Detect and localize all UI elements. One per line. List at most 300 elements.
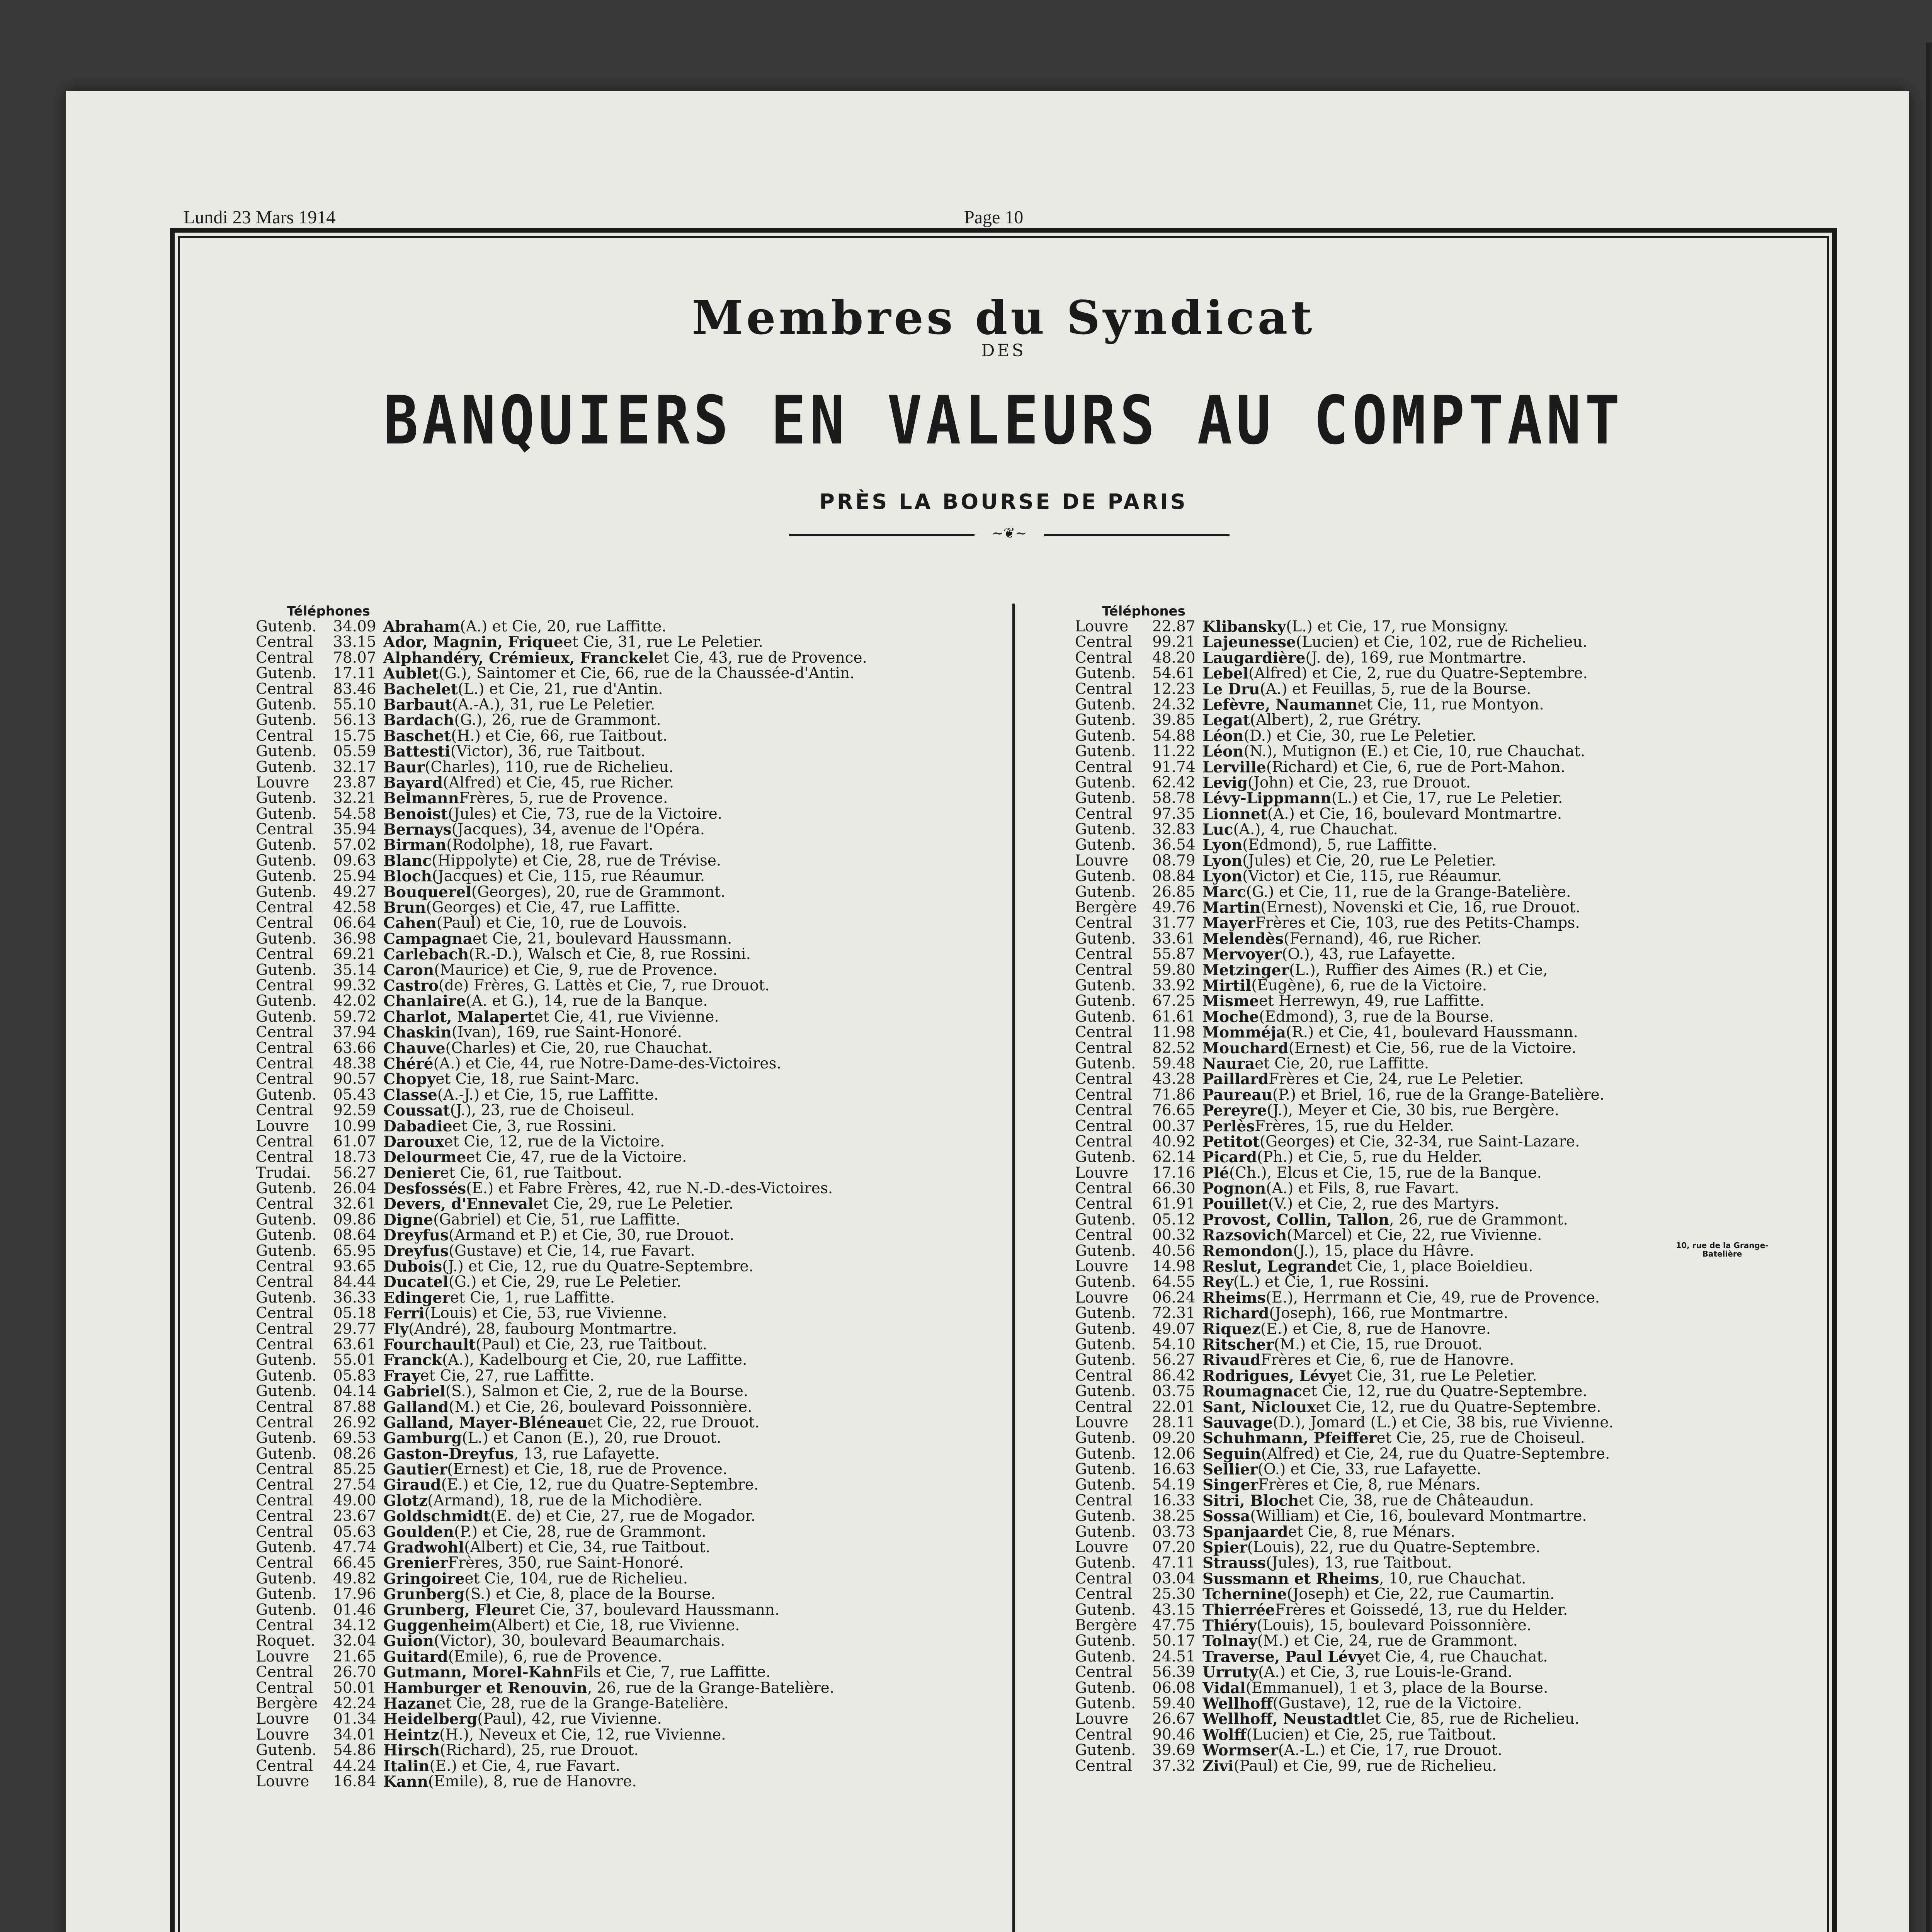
member-row xyxy=(256,1134,1021,1150)
telephone-exchange: Central xyxy=(1075,946,1133,963)
telephone-number: 12.06 xyxy=(1152,1445,1196,1463)
member-address: et Cie, 8, rue Ménars. xyxy=(1288,1523,1456,1541)
telephone-number: 49.00 xyxy=(333,1492,376,1509)
member-name: Fourchault xyxy=(383,1335,476,1354)
member-name: Sossa xyxy=(1202,1507,1250,1526)
member-address: (Richard), 25, rue Drouot. xyxy=(440,1742,639,1759)
member-row xyxy=(1075,1524,1840,1540)
member-address: (Edmond), 5, rue Laffitte. xyxy=(1242,836,1437,854)
page-header xyxy=(116,116,1835,228)
member-address: (D.), Jomard (L.) et Cie, 38 bis, rue Vivienne. xyxy=(1272,1413,1614,1431)
telephone-number: 17.96 xyxy=(333,1585,376,1603)
member-row xyxy=(1075,1165,1840,1181)
telephone-header: Téléphones xyxy=(287,604,370,619)
member-row xyxy=(256,822,1021,837)
member-address: et Herrewyn, 49, rue Laffitte. xyxy=(1259,992,1485,1010)
telephone-exchange: Bergère xyxy=(1075,1617,1137,1634)
telephone-number: 08.64 xyxy=(333,1226,376,1244)
telephone-number: 06.24 xyxy=(1152,1289,1196,1306)
telephone-exchange: Louvre xyxy=(256,1772,310,1790)
member-row xyxy=(1075,619,1840,634)
title-bourse: PRÈS LA BOURSE DE PARIS xyxy=(819,490,1188,514)
telephone-number: 43.15 xyxy=(1152,1601,1196,1619)
member-address: (R.-D.), Walsch et Cie, 8, rue Rossini. xyxy=(469,946,751,963)
telephone-exchange: Gutenb. xyxy=(1075,1742,1136,1759)
telephone-exchange: Gutenb. xyxy=(256,711,317,729)
telephone-exchange: Gutenb. xyxy=(256,867,317,885)
member-address: (Paul) et Cie, 99, rue de Richelieu. xyxy=(1233,1757,1497,1775)
member-address: (E.) et Cie, 12, rue du Quatre-Septembre. xyxy=(441,1476,759,1494)
member-name: Lerville xyxy=(1202,758,1266,776)
member-address: (L.), Ruffier des Aimes (R.) et Cie, xyxy=(1289,961,1548,979)
member-row xyxy=(1075,1306,1840,1321)
telephone-exchange: Central xyxy=(1075,1492,1133,1509)
member-address: (G.), 26, rue de Grammont. xyxy=(454,711,661,729)
page-edge xyxy=(1926,43,1932,1932)
telephone-number: 62.42 xyxy=(1152,774,1196,791)
member-address: et Cie, 20, rue Laffitte. xyxy=(1255,1054,1429,1072)
telephone-number: 59.40 xyxy=(1152,1694,1196,1712)
telephone-exchange: Gutenb. xyxy=(1075,1429,1136,1447)
member-address: (Edmond), 3, rue de la Bourse. xyxy=(1259,1008,1494,1026)
member-row xyxy=(256,1384,1021,1399)
member-address: (Jacques), 34, avenue de l'Opéra. xyxy=(451,821,705,838)
member-row xyxy=(256,1493,1021,1509)
member-name: Zivi xyxy=(1202,1757,1234,1775)
member-row xyxy=(1075,682,1840,697)
member-name: Grunberg xyxy=(383,1585,465,1604)
member-address: (Victor), 36, rue Taitbout. xyxy=(450,743,646,760)
telephone-exchange: Central xyxy=(256,1757,313,1775)
telephone-exchange: Trudai. xyxy=(256,1164,311,1182)
member-address: (Armand), 18, rue de la Michodière. xyxy=(427,1492,703,1509)
member-name: Edinger xyxy=(383,1289,450,1307)
member-name: Rey xyxy=(1202,1273,1233,1291)
member-address: , 26, rue de Grammont. xyxy=(1389,1211,1568,1228)
telephone-number: 25.94 xyxy=(333,867,376,885)
member-row xyxy=(1075,1602,1840,1618)
member-address: (Lucien) et Cie, 102, rue de Richelieu. xyxy=(1296,633,1587,651)
member-address: (Louis) et Cie, 53, rue Vivienne. xyxy=(424,1304,667,1322)
telephone-exchange: Gutenb. xyxy=(256,1367,317,1384)
telephone-exchange: Gutenb. xyxy=(1075,1679,1136,1697)
member-row xyxy=(256,1243,1021,1259)
telephone-number: 24.51 xyxy=(1152,1648,1196,1665)
telephone-exchange: Louvre xyxy=(256,1726,310,1743)
members-list-right xyxy=(1075,604,1840,1774)
member-row xyxy=(1075,791,1840,806)
telephone-number: 48.20 xyxy=(1152,649,1196,667)
telephone-exchange: Bergère xyxy=(1075,899,1137,917)
member-name: Baschet xyxy=(383,727,451,745)
telephone-number: 87.88 xyxy=(333,1398,376,1416)
telephone-exchange: Central xyxy=(1075,1726,1133,1743)
member-row xyxy=(256,1119,1021,1134)
telephone-exchange: Gutenb. xyxy=(1075,665,1136,682)
member-name: Galland xyxy=(383,1398,449,1416)
member-row xyxy=(1075,1321,1840,1337)
telephone-number: 37.94 xyxy=(333,1024,376,1041)
member-row xyxy=(1075,900,1840,915)
telephone-number: 06.64 xyxy=(333,914,376,932)
telephone-exchange: Central xyxy=(256,1663,313,1681)
member-address: (E. de) et Cie, 27, rue de Mogador. xyxy=(490,1507,756,1525)
member-address: (Eugène), 6, rue de la Victoire. xyxy=(1251,976,1487,994)
member-address: (R.) et Cie, 41, boulevard Haussmann. xyxy=(1286,1024,1578,1041)
telephone-number: 34.12 xyxy=(333,1617,376,1634)
member-name: Grunberg, Fleur xyxy=(383,1601,520,1619)
telephone-number: 66.30 xyxy=(1152,1180,1196,1197)
telephone-number: 03.04 xyxy=(1152,1570,1196,1587)
telephone-number: 05.12 xyxy=(1152,1211,1196,1228)
member-name: Chaskin xyxy=(383,1024,452,1042)
telephone-exchange: Gutenb. xyxy=(256,743,317,760)
telephone-exchange: Gutenb. xyxy=(256,1226,317,1244)
member-address: (P.) et Briel, 16, rue de la Grange-Batelière. xyxy=(1272,1086,1605,1104)
telephone-exchange: Central xyxy=(256,1335,313,1353)
member-row xyxy=(1075,1571,1840,1587)
member-row xyxy=(1075,1711,1840,1727)
telephone-number: 56.27 xyxy=(333,1164,376,1182)
telephone-number: 57.02 xyxy=(333,836,376,854)
telephone-exchange: Gutenb. xyxy=(256,1180,317,1197)
member-row xyxy=(256,1103,1021,1118)
member-name: Plé xyxy=(1202,1164,1229,1182)
member-address: (Jacques) et Cie, 115, rue Réaumur. xyxy=(432,867,705,885)
telephone-exchange: Gutenb. xyxy=(256,1008,317,1026)
telephone-number: 21.65 xyxy=(333,1648,376,1665)
member-name: Caron xyxy=(383,961,434,979)
telephone-number: 03.73 xyxy=(1152,1523,1196,1541)
telephone-number: 42.02 xyxy=(333,992,376,1010)
member-name: Bachelet xyxy=(383,680,458,698)
member-row xyxy=(1075,1649,1840,1665)
telephone-number: 22.01 xyxy=(1152,1398,1196,1416)
member-row xyxy=(256,1509,1021,1524)
member-row xyxy=(1075,1087,1840,1103)
telephone-exchange: Central xyxy=(256,1039,313,1057)
member-name: Charlot, Malapert xyxy=(383,1008,534,1026)
telephone-number: 15.75 xyxy=(333,727,376,745)
telephone-exchange: Gutenb. xyxy=(256,1601,317,1619)
member-name: Reslut, Legrand xyxy=(1202,1258,1337,1276)
member-row xyxy=(256,760,1021,775)
telephone-exchange: Gutenb. xyxy=(1075,1507,1136,1525)
member-row xyxy=(256,806,1021,822)
telephone-exchange: Louvre xyxy=(256,1648,310,1665)
telephone-exchange: Gutenb. xyxy=(1075,727,1136,745)
member-address: (Georges) et Cie, 32-34, rue Saint-Lazare. xyxy=(1259,1133,1580,1150)
member-name: Sauvage xyxy=(1202,1413,1273,1432)
telephone-exchange: Central xyxy=(1075,680,1133,698)
telephone-exchange: Central xyxy=(256,1148,313,1166)
member-row xyxy=(256,634,1021,650)
member-address: (G.), Saintomer et Cie, 66, rue de la Chaussée-d'Antin. xyxy=(439,665,855,682)
member-address: (A.) et Cie, 20, rue Laffitte. xyxy=(460,618,667,635)
member-name: Seguin xyxy=(1202,1445,1261,1463)
member-row xyxy=(1075,697,1840,713)
member-name: Giraud xyxy=(383,1476,441,1494)
member-name: Gutmann, Morel-Kahn xyxy=(383,1663,573,1682)
member-name: Fly xyxy=(383,1320,409,1338)
telephone-exchange: Central xyxy=(256,914,313,932)
telephone-number: 11.98 xyxy=(1152,1024,1196,1041)
member-name: Momméja xyxy=(1202,1024,1286,1042)
telephone-number: 47.75 xyxy=(1152,1617,1196,1634)
member-row xyxy=(256,1540,1021,1555)
member-address: (Emile), 6, rue de Provence. xyxy=(448,1648,662,1665)
member-name: Desfossés xyxy=(383,1180,466,1198)
member-address: et Cie, 104, rue de Richelieu. xyxy=(464,1570,688,1587)
telephone-number: 16.63 xyxy=(1152,1461,1196,1478)
telephone-number: 54.10 xyxy=(1152,1335,1196,1353)
member-name: Mervoyer xyxy=(1202,946,1282,964)
telephone-exchange: Gutenb. xyxy=(256,1742,317,1759)
telephone-exchange: Central xyxy=(256,1133,313,1150)
telephone-exchange: Gutenb. xyxy=(1075,1632,1136,1650)
member-address: et Cie, 18, rue Saint-Marc. xyxy=(435,1070,639,1088)
member-name: Lyon xyxy=(1202,852,1243,870)
member-name: Wellhoff xyxy=(1202,1694,1273,1713)
telephone-exchange: Central xyxy=(256,1102,313,1119)
telephone-number: 62.14 xyxy=(1152,1148,1196,1166)
member-row xyxy=(256,915,1021,931)
member-row xyxy=(1075,1462,1840,1477)
member-address: (Gustave), 12, rue de la Victoire. xyxy=(1272,1694,1522,1712)
telephone-number: 64.55 xyxy=(1152,1273,1196,1291)
member-name: Rheims xyxy=(1202,1289,1266,1307)
member-address: , 10, rue Chauchat. xyxy=(1379,1570,1526,1587)
member-row xyxy=(256,993,1021,1009)
telephone-number: 97.35 xyxy=(1152,805,1196,823)
telephone-number: 36.98 xyxy=(333,930,376,947)
member-row xyxy=(1075,1352,1840,1368)
title-membres: Membres du Syndicat xyxy=(692,291,1315,345)
telephone-exchange: Louvre xyxy=(1075,1710,1129,1728)
member-name: Hazan xyxy=(383,1694,437,1713)
member-name: Melendès xyxy=(1202,930,1284,948)
member-row xyxy=(1075,1337,1840,1352)
member-row xyxy=(256,931,1021,947)
telephone-number: 23.87 xyxy=(333,774,376,791)
member-row xyxy=(1075,1150,1840,1165)
telephone-exchange: Central xyxy=(1075,1757,1133,1775)
member-row xyxy=(1075,947,1840,962)
telephone-exchange: Gutenb. xyxy=(1075,1351,1136,1369)
telephone-number: 58.78 xyxy=(1152,789,1196,807)
member-name: Wellhoff, Neustadtl xyxy=(1202,1710,1366,1728)
member-address: et Cie, 22, rue Drouot. xyxy=(587,1413,760,1431)
member-row xyxy=(256,1337,1021,1352)
member-address: (J. de), 169, rue Montmartre. xyxy=(1305,649,1527,667)
telephone-exchange: Central xyxy=(256,1304,313,1322)
member-name: Traverse, Paul Lévy xyxy=(1202,1648,1366,1666)
member-row xyxy=(256,1259,1021,1274)
member-name: Sitri, Bloch xyxy=(1202,1492,1299,1510)
member-name: Classe xyxy=(383,1086,437,1104)
member-name: Petitot xyxy=(1202,1133,1260,1151)
member-address: (André), 28, faubourg Montmartre. xyxy=(408,1320,677,1338)
member-row xyxy=(256,1087,1021,1103)
telephone-exchange: Gutenb. xyxy=(256,618,317,635)
member-name: Remondon xyxy=(1202,1242,1293,1260)
member-address: (A.) et Feuillas, 5, rue de la Bourse. xyxy=(1260,680,1531,698)
member-row xyxy=(1075,1196,1840,1212)
telephone-exchange: Louvre xyxy=(1075,1289,1129,1306)
member-row xyxy=(1075,1696,1840,1711)
telephone-number: 26.92 xyxy=(333,1413,376,1431)
member-row xyxy=(256,947,1021,962)
telephone-number: 54.58 xyxy=(333,805,376,823)
member-name: Laugardière xyxy=(1202,649,1306,667)
member-row xyxy=(1075,993,1840,1009)
telephone-number: 04.14 xyxy=(333,1383,376,1400)
member-row xyxy=(256,728,1021,744)
member-row xyxy=(256,1665,1021,1680)
telephone-exchange: Gutenb. xyxy=(256,992,317,1010)
member-address: (Alfred) et Cie, 2, rue du Quatre-Septembre. xyxy=(1248,665,1588,682)
telephone-number: 28.11 xyxy=(1152,1413,1196,1431)
telephone-number: 09.63 xyxy=(333,852,376,869)
telephone-number: 33.92 xyxy=(1152,976,1196,994)
telephone-exchange: Central xyxy=(256,946,313,963)
member-row xyxy=(1075,1259,1840,1274)
member-address: (A. et G.), 14, rue de la Banque. xyxy=(466,992,708,1010)
telephone-number: 32.83 xyxy=(1152,821,1196,838)
member-name: Naura xyxy=(1202,1054,1255,1073)
member-name: Gamburg xyxy=(383,1429,462,1447)
member-row xyxy=(256,1196,1021,1212)
member-address: (Paul) et Cie, 10, rue de Louvois. xyxy=(436,914,687,932)
telephone-number: 10.99 xyxy=(333,1117,376,1135)
member-row xyxy=(256,650,1021,666)
telephone-header: Téléphones xyxy=(1102,604,1185,619)
telephone-number: 92.59 xyxy=(333,1102,376,1119)
member-address: (A.), Kadelbourg et Cie, 20, rue Laffitte. xyxy=(442,1351,747,1369)
member-name: Dreyfus xyxy=(383,1226,449,1245)
member-name: Franck xyxy=(383,1351,442,1369)
member-row xyxy=(1075,1212,1840,1228)
member-address: et Cie, 43, rue de Provence. xyxy=(654,649,867,667)
telephone-exchange: Gutenb. xyxy=(1075,1601,1136,1619)
telephone-exchange: Central xyxy=(1075,1070,1133,1088)
member-name: Belmann xyxy=(383,789,459,808)
telephone-number: 25.30 xyxy=(1152,1585,1196,1603)
member-name: Bloch xyxy=(383,867,432,886)
member-address: (Georges), 20, rue de Grammont. xyxy=(471,883,726,901)
member-row xyxy=(1075,1384,1840,1399)
member-address: (John) et Cie, 23, rue Drouot. xyxy=(1247,774,1471,791)
telephone-exchange: Gutenb. xyxy=(1075,1273,1136,1291)
telephone-number: 03.75 xyxy=(1152,1383,1196,1400)
telephone-exchange: Central xyxy=(256,1476,313,1494)
member-name: Bernays xyxy=(383,821,452,839)
member-row xyxy=(1075,1009,1840,1025)
member-name: Birman xyxy=(383,836,447,854)
member-row xyxy=(256,1555,1021,1571)
telephone-exchange: Gutenb. xyxy=(256,1445,317,1463)
member-row xyxy=(1075,1025,1840,1040)
member-row xyxy=(1075,1493,1840,1509)
member-name: Goulden xyxy=(383,1523,454,1541)
member-row xyxy=(256,963,1021,978)
telephone-number: 90.46 xyxy=(1152,1726,1196,1743)
member-row xyxy=(256,1056,1021,1071)
member-row xyxy=(1075,978,1840,993)
member-address: (J.) et Cie, 12, rue du Quatre-Septembre. xyxy=(442,1258,754,1276)
member-name: Marc xyxy=(1202,883,1246,901)
member-name: Lyon xyxy=(1202,836,1243,854)
member-address: Frères et Cie, 8, rue Ménars. xyxy=(1258,1476,1481,1494)
member-address: (Richard) et Cie, 6, rue de Port-Mahon. xyxy=(1266,758,1565,776)
members-list-left xyxy=(256,604,1021,1789)
member-address: (Emile), 8, rue de Hanovre. xyxy=(428,1772,637,1790)
member-name: Gautier xyxy=(383,1461,447,1479)
telephone-number: 93.65 xyxy=(333,1258,376,1276)
telephone-exchange: Gutenb. xyxy=(1075,789,1136,807)
telephone-number: 66.45 xyxy=(333,1554,376,1572)
member-name: Roumagnac xyxy=(1202,1383,1302,1401)
member-name: Italin xyxy=(383,1757,430,1775)
member-address: (A.-J.) et Cie, 15, rue Laffitte. xyxy=(437,1086,659,1104)
telephone-exchange: Central xyxy=(1075,1226,1133,1244)
member-name: Perlès xyxy=(1202,1117,1255,1135)
member-name: Daroux xyxy=(383,1133,444,1151)
member-name: Digne xyxy=(383,1211,434,1229)
member-address: (A.-L.) et Cie, 17, rue Drouot. xyxy=(1278,1742,1502,1759)
member-address: (Paul) et Cie, 23, rue Taitbout. xyxy=(476,1335,707,1353)
telephone-number: 99.32 xyxy=(333,976,376,994)
member-name: Castro xyxy=(383,976,439,995)
member-address: (L.) et Cie, 17, rue Le Peletier. xyxy=(1331,789,1563,807)
telephone-exchange: Gutenb. xyxy=(1075,1008,1136,1026)
telephone-exchange: Roquet. xyxy=(256,1632,316,1650)
member-name: Sellier xyxy=(1202,1461,1258,1479)
member-row xyxy=(256,791,1021,806)
member-address: Frères, 5, rue de Provence. xyxy=(459,789,668,807)
telephone-exchange: Gutenb. xyxy=(1075,711,1136,729)
member-row xyxy=(256,900,1021,915)
telephone-number: 54.88 xyxy=(1152,727,1196,745)
member-row xyxy=(1075,915,1840,931)
title-banquiers: BANQUIERS EN VALEURS AU COMPTANT xyxy=(383,382,1624,460)
telephone-number: 39.85 xyxy=(1152,711,1196,729)
telephone-exchange: Central xyxy=(1075,1195,1133,1213)
telephone-exchange: Central xyxy=(1075,1180,1133,1197)
member-address: et Cie, 25, rue de Choiseul. xyxy=(1376,1429,1585,1447)
telephone-number: 85.25 xyxy=(333,1461,376,1478)
member-row xyxy=(256,1477,1021,1493)
member-address: et Cie, 21, boulevard Haussmann. xyxy=(473,930,732,947)
member-row xyxy=(256,1415,1021,1430)
telephone-number: 99.21 xyxy=(1152,633,1196,651)
telephone-exchange: Louvre xyxy=(1075,852,1129,869)
telephone-number: 56.13 xyxy=(333,711,376,729)
telephone-exchange: Gutenb. xyxy=(1075,1554,1136,1572)
telephone-exchange: Gutenb. xyxy=(1075,743,1136,760)
telephone-exchange: Central xyxy=(256,1258,313,1276)
telephone-number: 56.39 xyxy=(1152,1663,1196,1681)
member-name: Dubois xyxy=(383,1258,442,1276)
member-address: (Ernest), Novenski et Cie, 16, rue Drouot. xyxy=(1260,899,1580,917)
member-row xyxy=(256,1212,1021,1228)
member-row xyxy=(1075,775,1840,791)
member-address: (J.), Meyer et Cie, 30 bis, rue Bergère. xyxy=(1267,1102,1560,1119)
title-des: DES xyxy=(981,341,1026,361)
member-name: Vidal xyxy=(1202,1679,1246,1697)
member-row xyxy=(256,1274,1021,1290)
member-address: (M.) et Cie, 26, boulevard Poissonnière. xyxy=(449,1398,752,1416)
